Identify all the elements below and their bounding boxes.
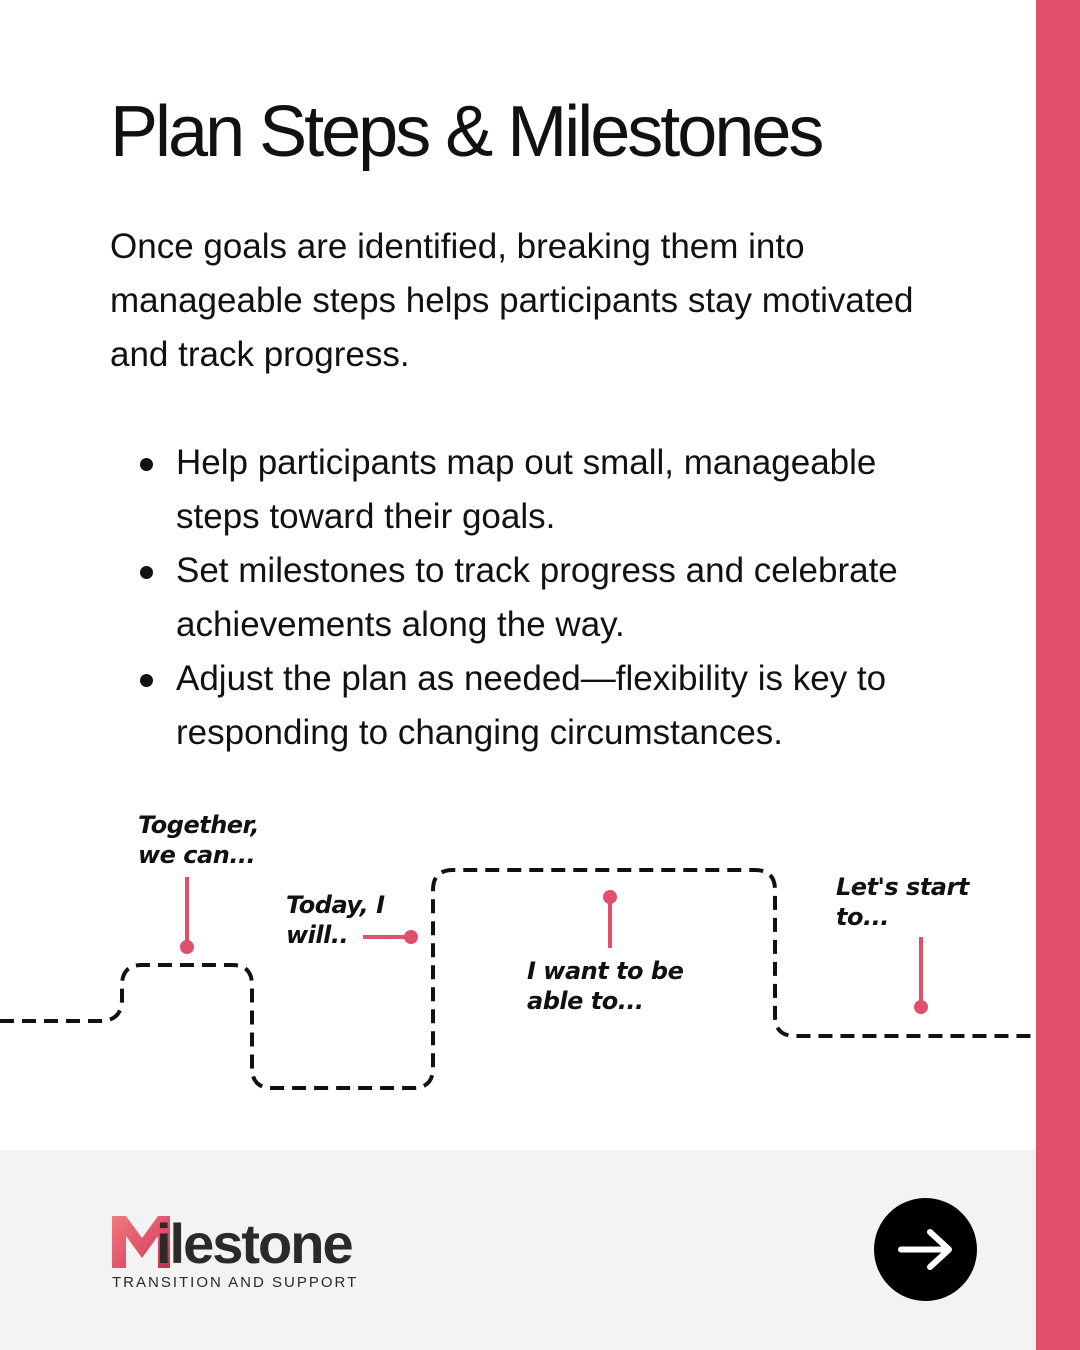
bullet-item: Set milestones to track progress and celebrate achievements along the way. [110, 544, 960, 652]
pin-want [603, 890, 617, 948]
label-want: I want to be able to... [527, 957, 684, 1015]
pin-start [914, 937, 928, 1014]
label-today: Today, I will.. [286, 891, 385, 949]
next-button[interactable] [874, 1198, 977, 1301]
arrow-right-icon [874, 1198, 977, 1301]
label-start: Let's start to... [836, 873, 969, 931]
milestone-logo [112, 1212, 412, 1292]
footer [0, 1150, 1036, 1350]
bullet-item: Help participants map out small, manageable steps toward their goals. [110, 436, 960, 544]
page-title: Plan Steps & Milestones [110, 92, 822, 172]
logo-wordmark: ilestone [156, 1212, 352, 1275]
bullet-list [110, 436, 960, 760]
label-together: Together, we can... [138, 811, 259, 869]
intro-paragraph: Once goals are identified, breaking them into manageable steps helps participants stay motivated and track progress. [110, 227, 914, 374]
pin-together [180, 877, 194, 954]
accent-bar [1036, 0, 1080, 1350]
bullet-item: Adjust the plan as needed—flexibility is key to responding to changing circumstances. [110, 652, 960, 760]
steps-diagram [0, 800, 1036, 1120]
logo-tagline: TRANSITION AND SUPPORT [112, 1274, 359, 1291]
